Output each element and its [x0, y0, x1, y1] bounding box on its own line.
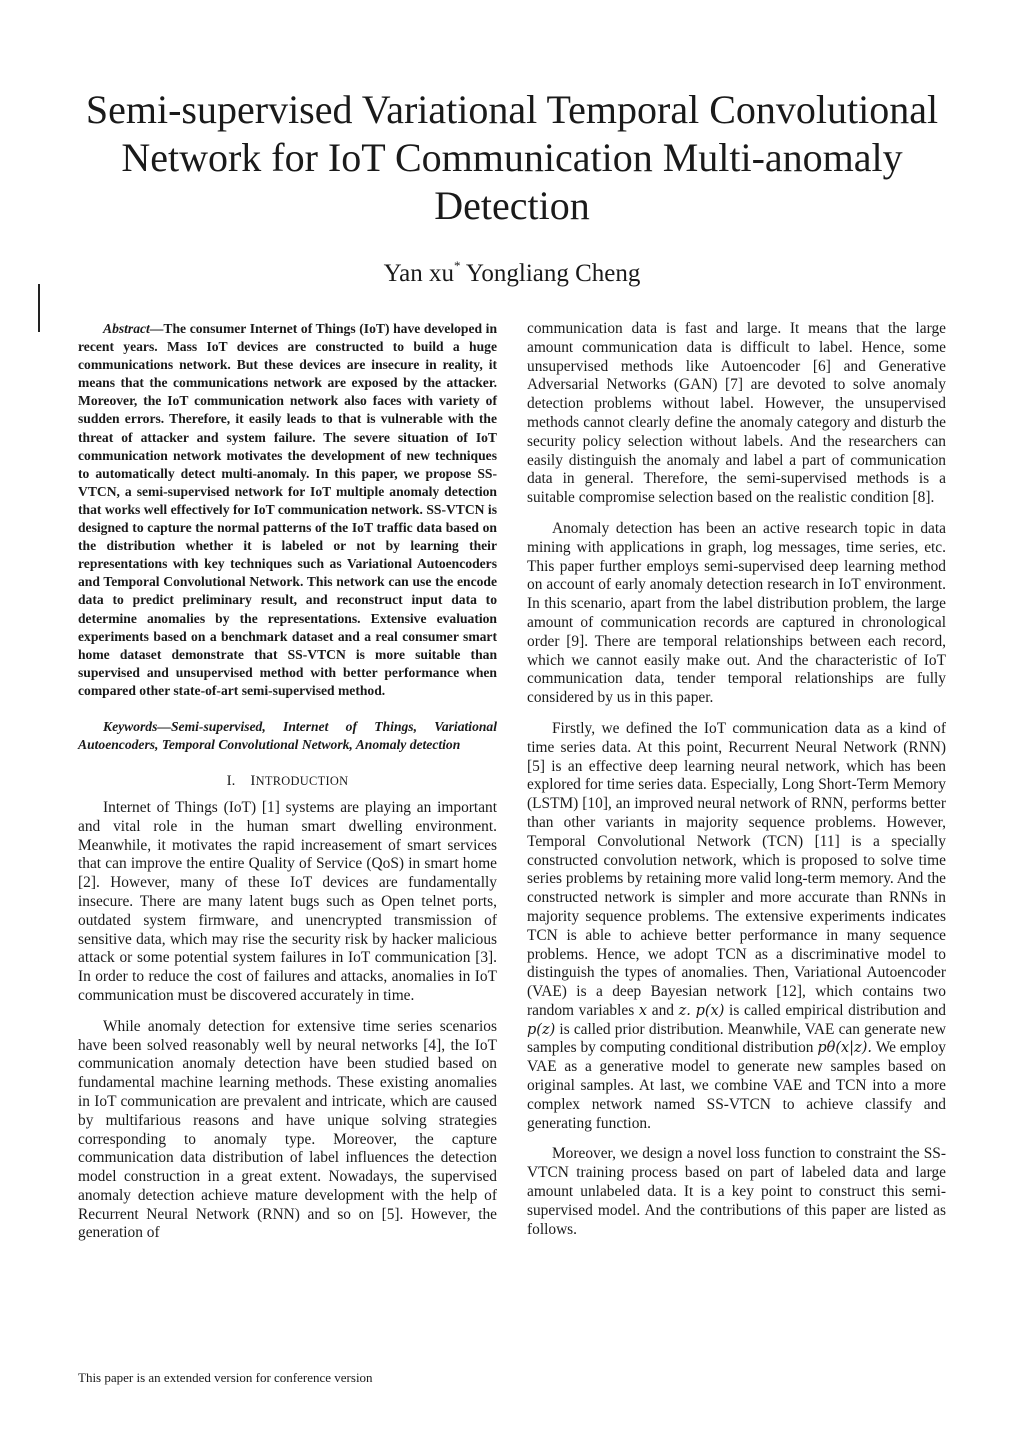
right-paragraph-3: [527, 720, 946, 1134]
math-px: p(x): [695, 1002, 725, 1019]
section-title: [250, 774, 348, 788]
right-paragraph-4: Moreover, we design a novel loss function to constraint the SS-VTCN training process based on part of labeled data and large amount unlabeled data. It is a key point to construct this semi-supervised model. And the contributions of this paper are listed as follows.: [527, 1145, 946, 1238]
author-first: Yan xu: [383, 260, 454, 287]
paragraph-3-text-c: is called prior distribution. Meanwhile, VAE can generate new samples by computing conditional distribution: [527, 1020, 946, 1057]
right-paragraph-1: communication data is fast and large. It means that the large amount communication data is difficult to label. Hence, some unsupervised methods like Autoencoder [6] and Generative Adversarial Networks (GAN) [7] are devoted to solve anomaly detection problems without label. However, the unsupervised methods cannot clearly define the anomaly category and disturb the security policy selection without labels. And the researchers can easily distinguish the anomaly and label a part of communication data in general. Therefore, the semi-supervised methods is a suitable compromise selection based on the realistic condition [8].: [527, 320, 946, 507]
abstract-lead: Abstract—: [103, 321, 164, 336]
intro-paragraph-1: Internet of Things (IoT) [1] systems are playing an important and vital role in the human smart dwelling environment. Meanwhile, it motivates the rapid increasement of smart services that can improve the entire Quality of Service (QoS) in smart home [2]. However, many of these IoT devices are fundamentally insecure. There are many latent bugs such as Open telnet ports, outdated system firmware, and unencrypted transmission of sensitive data, which may rise the security risk by hacker malicious attack or some potential system failures in IoT communication [3]. In order to reduce the cost of failures and attacks, anomalies in IoT communication must be discovered accurately in time.: [78, 798, 497, 1004]
footnote: This paper is an extended version for conference version: [78, 1370, 373, 1385]
right-column: [527, 320, 946, 1239]
paragraph-3-text-d: We employ VAE as a generative model to generate new samples based on original samples. At last, we combine VAE and TCN into a more complex network named SS-VTCN to achieve classify and generating function.: [527, 1039, 946, 1132]
paragraph-3-text-b: is called empirical distribution and: [729, 1001, 946, 1019]
abstract: [78, 320, 497, 700]
section-title-initial: I: [250, 773, 256, 790]
left-column: [78, 320, 497, 1243]
math-x: x: [638, 1002, 648, 1019]
paragraph-3-text-a: Firstly, we defined the IoT communication data as a kind of time series data. At this point, Recurrent Neural Network (RNN) [5] is an effective deep learning neural network, which has been explored for time series data. Especially, Long Short-Term Memory (LSTM) [10], an improved neural network of RNN, performs better than other variants in majority sequence problems. However, Temporal Convolutional Network (TCN) [11] is a specially constructed convolution network, which is proposed to solve time series problems by retaining more valid long-term memory. And the constructed network is simpler and more accurate than RNNs in majority sequence problems. The extensive experiments indicates TCN is able to achieve better performance in many sequence problems. Hence, we adopt TCN as a discriminative model to distinguish the types of anomalies. Then, Variational Autoencoder (VAE) is a deep Bayesian network [12], which contains two random variables: [527, 719, 946, 1019]
math-z: z.: [678, 1002, 691, 1019]
paper-title: Semi-supervised Variational Temporal Convolutional Network for IoT Communication Multi-anomaly Detection: [85, 87, 939, 228]
margin-change-bar: [38, 284, 40, 332]
abstract-text: The consumer Internet of Things (IoT) have developed in recent years. Mass IoT devices are constructed to build a huge communications network. But these devices are insecure in reality, it means that the communications network are exposed by the attacker. Moreover, the IoT communication network also faces with variety of sudden errors. Therefore, it easily leads to that is vulnerable with the threat of attacker and system failure. The severe situation of IoT communication network motivates the development of new techniques to automatically detect multi-anomaly. In this paper, we propose SS-VTCN, a semi-supervised network for IoT multiple anomaly detection that works well effectively for IoT communication network. SS-VTCN is designed to capture the normal patterns of the IoT traffic data based on the distribution whether it is labeled or not by learning their representations with key techniques such as Variational Autoencoders and Temporal Convolutional Network. This network can use the encode data to predict preliminary result, and reconstruct input data to determine anomalies by the representations. Extensive evaluation experiments based on a benchmark dataset and a real consumer smart home dataset demonstrate that SS-VTCN is more suitable than supervised and unsupervised method with better performance when compared other state-of-art semi-supervised method.: [78, 321, 497, 698]
math-pz: p(z): [527, 1021, 556, 1038]
math-ptheta: pθ(x|z).: [817, 1040, 872, 1057]
section-heading: [78, 772, 497, 791]
author-second: Yongliang Cheng: [465, 260, 641, 287]
corresponding-author-marker: *: [454, 258, 461, 273]
author-line: [0, 250, 1024, 290]
section-number: I.: [226, 773, 236, 790]
section-title-rest: NTRODUCTION: [255, 774, 349, 789]
paragraph-3-and: and: [651, 1001, 674, 1019]
intro-paragraph-2: While anomaly detection for extensive time series scenarios have been solved reasonably well by neural networks [4], the IoT communication anomaly detection have been studied based on fundamental machine learning methods. These existing anomalies in IoT communication are prevalent and intricate, which are caused by multifarious reasons and have unique solving strategies corresponding to anomaly type. Moreover, the capture communication data distribution of label influences the detection model construction in a great extent. Nowadays, the supervised anomaly detection achieve mature development with the help of Recurrent Neural Network (RNN) and so on [5]. However, the generation of: [78, 1017, 497, 1242]
keywords: Keywords—Semi-supervised, Internet of Things, Variational Autoencoders, Temporal Convolutional Network, Anomaly detection: [78, 718, 497, 753]
right-paragraph-2: Anomaly detection has been an active research topic in data mining with applications in graph, log messages, time series, etc. This paper further employs semi-supervised deep learning method on account of early anomaly detection research in IoT environment. In this scenario, apart from the label distribution problem, the large amount of communication records are captured in chronological order [9]. There are temporal relationships between each record, which we cannot easily make out. And the characteristic of IoT communication data, tender temporal relationships are fully considered by us in this paper.: [527, 519, 946, 707]
